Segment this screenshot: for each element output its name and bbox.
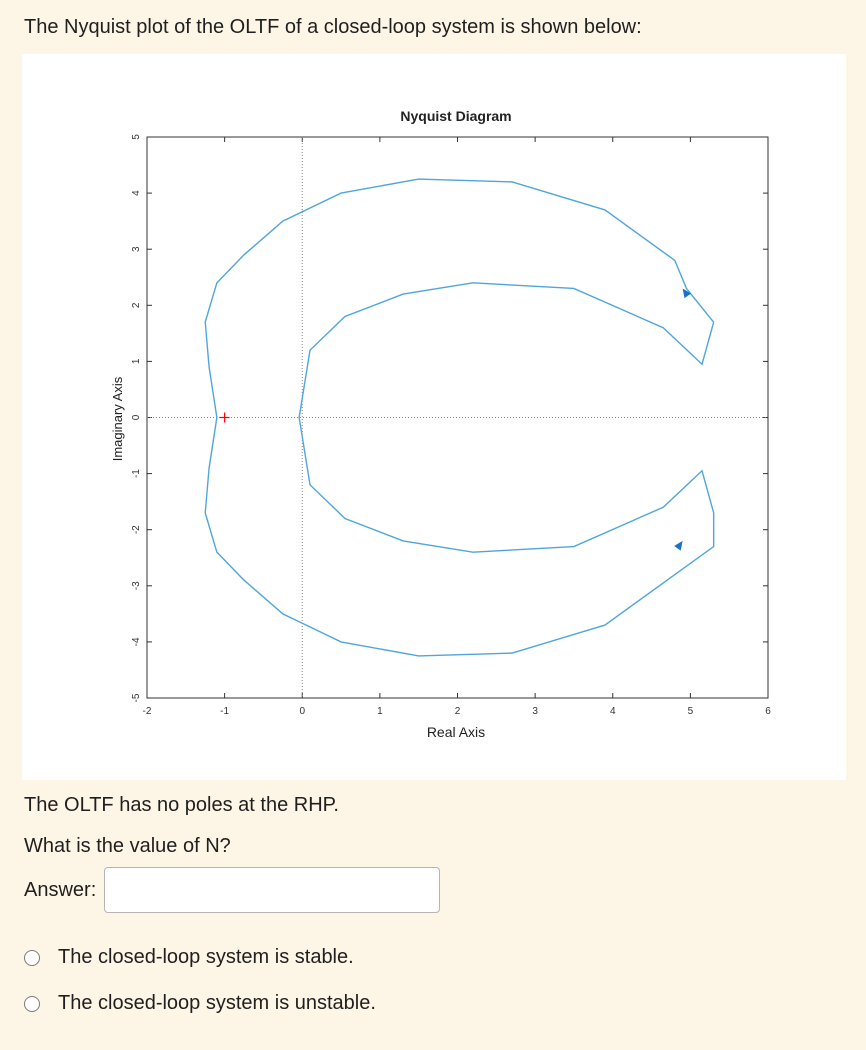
y-tick-label: 0: [131, 414, 142, 421]
question-intro: The Nyquist plot of the OLTF of a closed-loop system is shown below:: [24, 16, 642, 38]
y-tick-label: -4: [131, 637, 142, 647]
note-text: The OLTF has no poles at the RHP.: [24, 794, 339, 816]
x-tick-label: 1: [377, 706, 383, 717]
x-tick-label: 0: [299, 706, 306, 717]
x-tick-label: 6: [765, 706, 771, 717]
radio-unstable[interactable]: [24, 996, 40, 1012]
x-tick-label: -2: [142, 706, 152, 717]
option-unstable-label: The closed-loop system is unstable.: [58, 992, 376, 1014]
answer-input[interactable]: [104, 867, 440, 913]
x-tick-label: 3: [532, 706, 538, 717]
y-tick-label: -3: [131, 581, 142, 591]
option-stable[interactable]: [24, 946, 354, 969]
option-stable-label: The closed-loop system is stable.: [58, 946, 354, 968]
x-tick-label: 4: [609, 706, 616, 717]
y-tick-label: 3: [131, 246, 142, 252]
x-tick-label: 5: [687, 706, 694, 717]
y-axis-label: Imaginary Axis: [110, 376, 125, 462]
prompt-text: What is the value of N?: [24, 835, 231, 857]
x-tick-label: 2: [454, 706, 461, 717]
nyquist-figure: [22, 54, 846, 780]
radio-stable[interactable]: [24, 950, 40, 966]
y-tick-label: -2: [131, 525, 142, 535]
x-tick-label: -1: [220, 706, 230, 717]
y-tick-label: 5: [131, 134, 142, 140]
y-tick-label: 2: [131, 302, 142, 309]
nyquist-chart: [22, 54, 846, 780]
y-tick-label: 4: [131, 190, 142, 196]
chart-title: Nyquist Diagram: [400, 108, 512, 124]
x-axis-label: Real Axis: [426, 724, 486, 740]
y-tick-label: -5: [131, 693, 142, 703]
y-tick-label: -1: [131, 469, 142, 479]
y-tick-label: 1: [131, 358, 142, 365]
answer-row: [24, 866, 440, 914]
answer-label: Answer:: [24, 878, 97, 901]
option-unstable[interactable]: [24, 992, 376, 1015]
